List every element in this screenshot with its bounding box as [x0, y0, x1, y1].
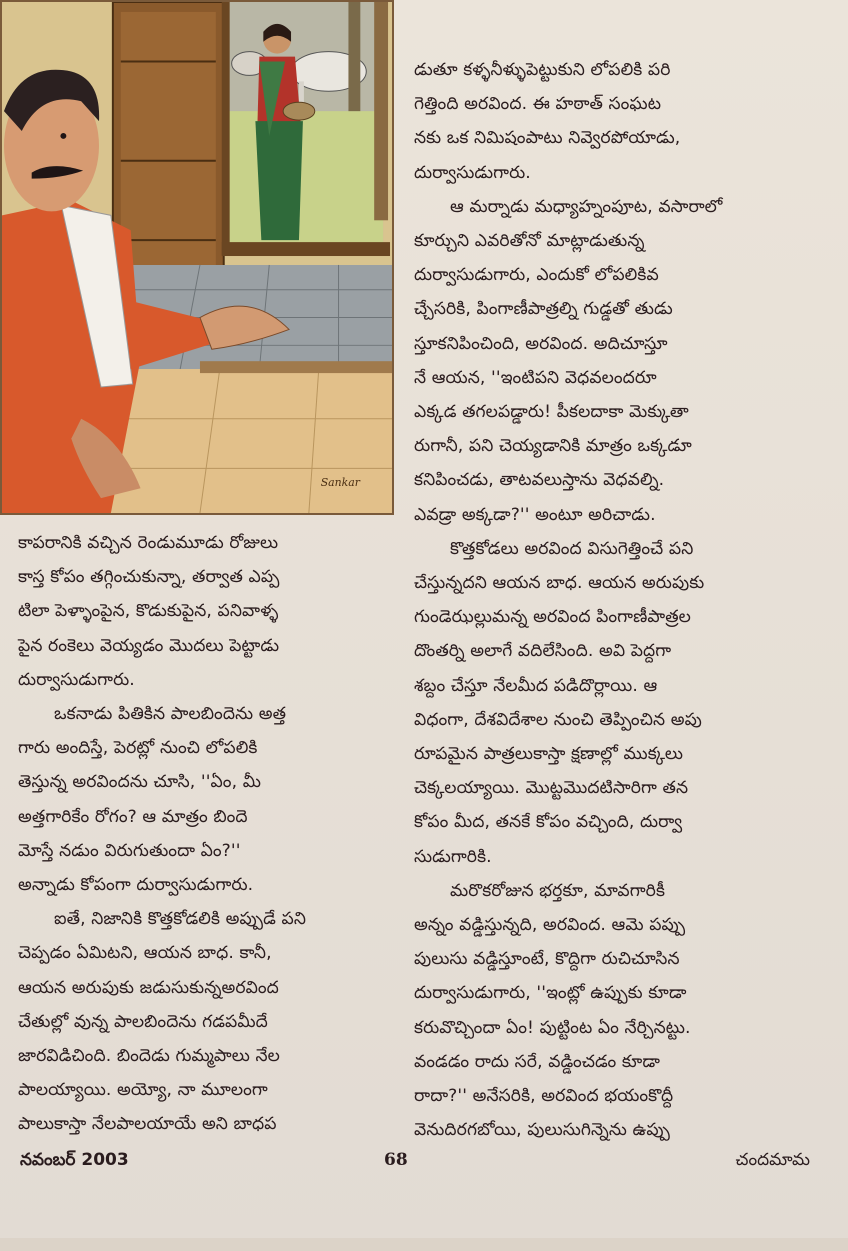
text-line: మోస్తే నడుం విరుగుతుందా ఏం?''	[18, 840, 241, 861]
issue-date: నవంబర్ 2003	[20, 1150, 129, 1170]
paragraph	[414, 532, 786, 566]
text-line: విధంగా, దేశవిదేశాల నుంచి తెప్పించిన అపు	[414, 709, 702, 730]
story-illustration	[0, 0, 394, 515]
text-line: ఐతే, నిజానికి కొత్తకోడలికి అప్పుడే పని	[54, 909, 306, 930]
text-line: కోపం మీద, తనకే కోపం వచ్చింది, దుర్వా	[414, 812, 683, 833]
paragraph	[414, 224, 786, 532]
paragraph	[18, 697, 400, 731]
paragraph	[18, 526, 400, 697]
text-line: కాపరానికి వచ్చిన రెండుమూడు రోజులు	[18, 533, 279, 553]
text-line: టిలా పెళ్ళాంపైన, కొడుకుపైన, పనివాళ్ళ	[18, 601, 279, 622]
text-line: దుర్వాసుడుగారు.	[18, 669, 135, 690]
text-line: దొంతర్ని అలాగే వదిలేసింది. అవి పెద్దగా	[414, 641, 672, 662]
text-line: జారవిడిచింది. బిందెడు గుమ్మపాలు నేల	[18, 1046, 280, 1067]
text-line: దుర్వాసుడుగారు, ''ఇంట్లో ఉప్పుకు కూడా	[414, 983, 687, 1004]
text-line: నకు ఒక నిమిషంపాటు నివ్వెరపోయాడు,	[414, 128, 681, 149]
paragraph	[414, 566, 786, 874]
text-line: అన్నాడు కోపంగా దుర్వాసుడుగారు.	[18, 875, 254, 896]
paragraph	[18, 936, 400, 1141]
text-line: కూర్చుని ఎవరితోనో మాట్లాడుతున్న	[414, 231, 645, 252]
text-line: అత్తగారికేం రోగం? ఆ మాత్రం బిందె	[18, 806, 248, 827]
page-bottom-edge	[0, 1238, 848, 1251]
text-line: పాలుకాస్తా నేలపాలయాయే అని బాధప	[18, 1114, 277, 1135]
text-line: పైన రంకెలు వెయ్యడం మొదలు పెట్టాడు	[18, 635, 280, 656]
text-line: గారు అందిస్తే, పెరట్లో నుంచి లోపలికి	[18, 738, 258, 759]
artist-signature: Sankar	[320, 476, 360, 490]
paragraph	[18, 902, 400, 936]
text-line: కరువొచ్చిందా ఏం! పుట్టింట ఏం నేర్చినట్టు.	[414, 1017, 691, 1038]
text-line: దుర్వాసుడుగారు, ఎందుకో లోపలికివ	[414, 265, 659, 286]
text-line: కాస్త కోపం తగ్గించుకున్నా, తర్వాత ఎప్ప	[18, 567, 280, 588]
text-line: దుర్వాసుడుగారు.	[414, 162, 531, 183]
text-line: వెనుదిరగబోయి, పులుసుగిన్నెను ఉప్పు	[414, 1120, 670, 1141]
text-line: శబ్దం చేస్తూ నేలమీద పడిదొర్లాయి. ఆ	[414, 675, 658, 696]
text-line: చేస్తున్నదని ఆయన బాధ. ఆయన అరుపుకు	[414, 573, 705, 594]
text-line: చెక్కలయ్యాయి. మొట్టమొదటిసారిగా తన	[414, 778, 689, 799]
text-line: చ్చేసరికి, పింగాణీపాత్రల్ని గుడ్డతో తుడు	[414, 299, 673, 320]
text-line: చెప్పడం ఏమిటని, ఆయన బాధ. కానీ,	[18, 943, 272, 964]
text-line: పాలయ్యాయి. అయ్యో, నా మూలంగా	[18, 1080, 268, 1101]
text-line: గెత్తింది అరవింద. ఈ హఠాత్ సంఘట	[414, 94, 662, 115]
illustration-art	[2, 2, 392, 513]
text-line: పులుసు వడ్డిస్తూంటే, కొద్దిగా రుచిచూసిన	[414, 949, 680, 970]
text-line: కనిపించడు, తాటవలుస్తాను వెధవల్ని.	[414, 470, 665, 491]
text-line: రాదా?'' అనేసరికి, అరవింద భయంకొద్దీ	[414, 1086, 674, 1107]
paragraph	[414, 908, 786, 1147]
text-line: చేతుల్లో వున్న పాలబిందెను గడపమీదే	[18, 1011, 268, 1032]
text-line: గుండెఝల్లుమన్న అరవింద పింగాణీపాత్రల	[414, 607, 691, 628]
text-line: ఎక్కడ తగలపడ్డారు! పీకలదాకా మెక్కుతా	[414, 402, 689, 423]
left-column	[18, 526, 400, 1142]
text-line: ఆ మర్నాడు మధ్యాహ్నంపూట, వసారాలో	[450, 196, 723, 217]
text-line: నే ఆయన, ''ఇంటిపని వెధవలందరూ	[414, 367, 657, 388]
paragraph	[414, 874, 786, 908]
text-line: రూపమైన పాత్రలుకాస్తా క్షణాల్లో ముక్కలు	[414, 744, 684, 765]
page-number: 68	[384, 1150, 408, 1170]
text-line: ఒకనాడు పితికిన పాలబిందెను అత్త	[54, 704, 287, 725]
magazine-name: చందమామ	[735, 1150, 810, 1170]
text-line: రుగానీ, పని చెయ్యడానికి మాత్రం ఒక్కడూ	[414, 436, 692, 457]
paragraph	[414, 190, 786, 224]
right-column	[414, 53, 786, 1148]
paragraph	[18, 731, 400, 902]
text-line: ఎవడ్రా అక్కడా?'' అంటూ అరిచాడు.	[414, 504, 656, 525]
text-line: మరొకరోజున భర్తకూ, మావగారికీ	[450, 880, 666, 901]
text-line: కొత్తకోడలు అరవింద విసుగెత్తించే పని	[450, 538, 694, 559]
text-line: స్తూకనిపించింది, అరవింద. అదిచూస్తూ	[414, 333, 668, 354]
paragraph	[414, 53, 786, 190]
text-line: సుడుగారికి.	[414, 846, 492, 867]
text-line: వండడం రాదు సరే, వడ్డించడం కూడా	[414, 1051, 661, 1072]
text-line: ఆయన అరుపుకు జడుసుకున్నఅరవింద	[18, 977, 279, 998]
text-line: తెస్తున్న అరవిందను చూసి, ''ఏం, మీ	[18, 772, 262, 793]
text-line: అన్నం వడ్డిస్తున్నది, అరవింద. ఆమె పప్పు	[414, 915, 686, 936]
text-line: డుతూ కళ్ళనీళ్ళుపెట్టుకుని లోపలికి పరి	[414, 60, 671, 80]
